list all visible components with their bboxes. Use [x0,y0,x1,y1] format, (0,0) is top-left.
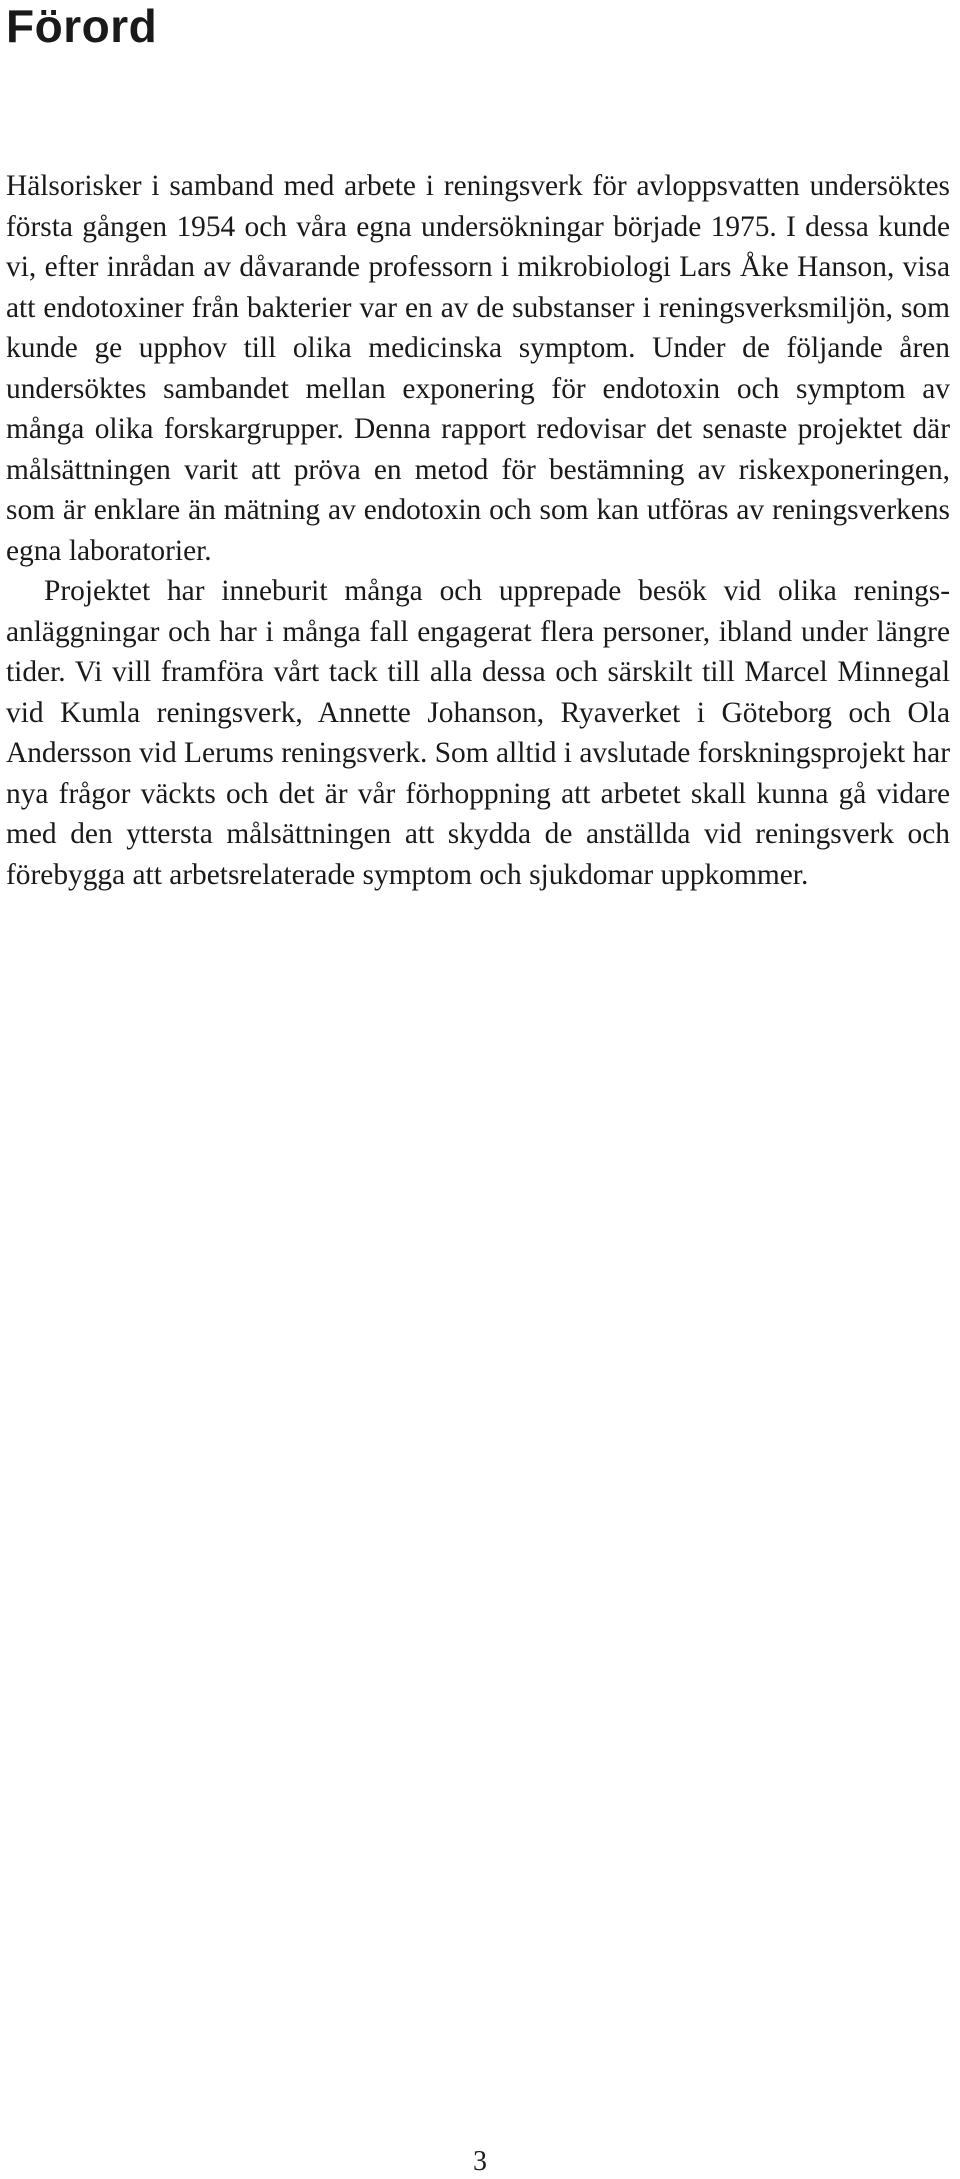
paragraph: Hälsorisker i samband med arbete i reningsverk för avloppsvatten undersöktes första gången 1954 och våra egna undersökningar började 1975. I dessa kunde vi, efter inrådan av dåvarande professorn i mikrobiologi Lars Åke Hanson, visa att endotoxiner från bakterier var en av de substanser i reningsverksmiljön, som kunde ge upphov till olika medicinska symptom. Under de följande åren undersöktes sambandet mellan exponering för endotoxin och symptom av många olika forskargrupper. Denna rapport redovisar det senaste projektet där målsättningen varit att pröva en metod för bestämning av riskexponeringen, som är enklare än mätning av endotoxin och som kan utföras av reningsverkens egna laboratorier. [6,170,950,567]
preface-body [6,166,950,895]
page-number: 3 [473,2146,487,2177]
paragraph: Projektet har inneburit många och upprepade besök vid olika reningsanläggningar och har i många fall engagerat flera personer, ibland under längre tider. Vi vill framföra vårt tack till alla dessa och särskilt till Marcel Minnegal vid Kumla reningsverk, Annette Johanson, Ryaverket i Göteborg och Ola Andersson vid Lerums reningsverk. Som alltid i avslutade forskningsprojekt har nya frågor väckts och det är vår förhoppning att arbetet skall kunna gå vidare med den yttersta målsättningen att skydda de anställda vid reningsverk och förebygga att arbetsrelaterade symptom och sjukdomar uppkommer. [6,575,950,891]
page-title: Förord [6,0,158,52]
